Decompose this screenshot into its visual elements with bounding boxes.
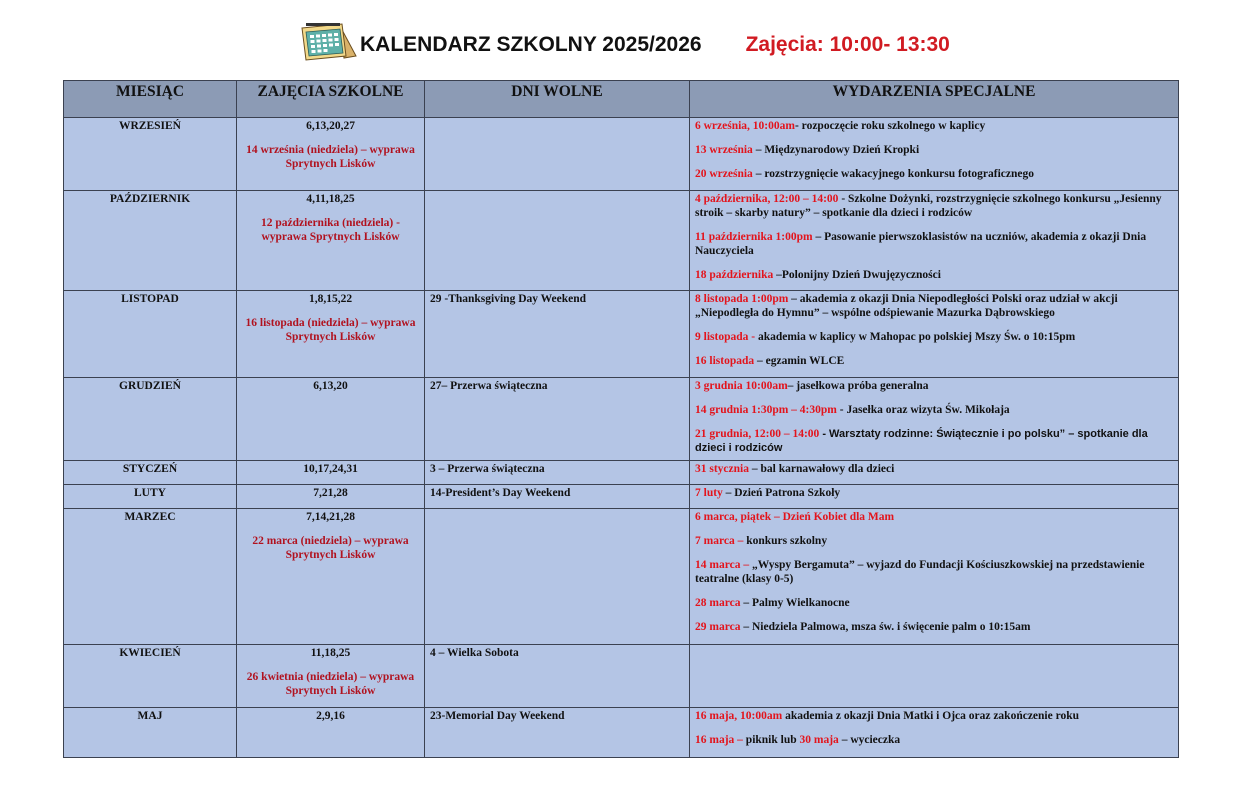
month-cell: STYCZEŃ (64, 461, 237, 485)
class-dates: 2,9,16 (316, 710, 345, 722)
table-row (64, 509, 1179, 645)
event-item (695, 192, 1173, 220)
event-date: 16 listopada (695, 355, 755, 367)
event-item (695, 143, 1173, 157)
event-date: 13 września (695, 144, 753, 156)
event-date: 4 października, 12:00 – 14:00 (695, 193, 839, 205)
event-date: 16 maja, 10:00am (695, 710, 783, 722)
document-title: KALENDARZ SZKOLNY 2025/2026 (360, 33, 702, 56)
event-description: – jasełkowa próba generalna (787, 380, 929, 392)
column-header-special-events: WYDARZENIA SPECJALNE (690, 81, 1179, 118)
days-off-cell: 3 – Przerwa świąteczna (425, 461, 690, 485)
event-description: – bal karnawałowy dla dzieci (748, 463, 895, 475)
event-date: 3 grudnia 10:00am (695, 380, 788, 392)
class-dates: 6,13,20,27 (306, 120, 355, 132)
class-days-cell (237, 461, 425, 485)
class-days-cell (237, 118, 425, 191)
event-item (695, 119, 1173, 133)
event-item (695, 330, 1173, 344)
table-row (64, 708, 1179, 758)
event-description: piknik lub (742, 734, 800, 746)
class-days-cell (237, 509, 425, 645)
column-header-month: MIESIĄC (64, 81, 237, 118)
table-row (64, 191, 1179, 291)
month-cell: KWIECIEŃ (64, 645, 237, 708)
event-date: 18 października (695, 269, 774, 281)
table-header-row (64, 81, 1179, 118)
event-item (695, 558, 1173, 586)
column-header-classes: ZAJĘCIA SZKOLNE (237, 81, 425, 118)
event-item (695, 510, 1173, 524)
event-item (695, 486, 1173, 500)
event-date: 31 stycznia (695, 463, 749, 475)
event-date: 20 września (695, 168, 753, 180)
table-row (64, 291, 1179, 378)
month-cell: LISTOPAD (64, 291, 237, 378)
class-dates: 1,8,15,22 (308, 293, 353, 305)
days-off-cell: 23-Memorial Day Weekend (425, 708, 690, 758)
event-item (695, 733, 1173, 747)
table-row (64, 461, 1179, 485)
event-date: 6 marca, piątek – Dzień Kobiet dla Mam (695, 511, 895, 523)
event-date: 14 marca – (695, 559, 750, 571)
class-days-cell (237, 291, 425, 378)
table-row (64, 485, 1179, 509)
event-description: – wycieczka (838, 734, 901, 746)
table-row (64, 118, 1179, 191)
special-events-cell (690, 708, 1179, 758)
event-date: 30 maja (799, 734, 839, 746)
event-item (695, 620, 1173, 634)
class-days-cell (237, 485, 425, 509)
event-date: 7 marca – (695, 535, 744, 547)
event-date: 16 maja – (695, 734, 743, 746)
trip-note: 14 września (niedziela) – wyprawa Sprytnych Lisków (246, 144, 415, 170)
special-events-cell (690, 485, 1179, 509)
class-dates: 6,13,20 (313, 380, 348, 392)
calendar-icon (296, 20, 358, 62)
special-events-cell (690, 461, 1179, 485)
event-description: – Dzień Patrona Szkoły (722, 487, 841, 499)
event-description: konkurs szkolny (743, 535, 828, 547)
event-description: - Warsztaty rodzinne: Świątecznie i po polsku” – spotkanie dla dzieci i rodziców (695, 428, 1148, 454)
days-off-cell (425, 118, 690, 191)
event-date: 11 października 1:00pm (695, 231, 813, 243)
month-cell: WRZESIEŃ (64, 118, 237, 191)
month-cell: LUTY (64, 485, 237, 509)
month-cell: GRUDZIEŃ (64, 378, 237, 461)
special-events-cell (690, 118, 1179, 191)
event-item (695, 292, 1173, 320)
trip-note: 26 kwietnia (niedziela) – wyprawa Sprytnych Lisków (246, 671, 415, 697)
document-header (296, 20, 950, 70)
event-description: – rozstrzygnięcie wakacyjnego konkursu fotograficznego (752, 168, 1034, 180)
event-item (695, 427, 1173, 455)
event-item (695, 534, 1173, 548)
days-off-cell: 27– Przerwa świąteczna (425, 378, 690, 461)
event-description: - Szkolne Dożynki, rozstrzygnięcie szkolnego konkursu „Jesienny stroik – skarby natury” – spotkanie dla dzieci i rodziców (695, 193, 1162, 219)
event-description: – Pasowanie pierwszoklasistów na uczniów, akademia z okazji Dnia Nauczyciela (695, 231, 1147, 257)
trip-note: 16 listopada (niedziela) – wyprawa Sprytnych Lisków (245, 317, 416, 343)
event-description: – Palmy Wielkanocne (740, 597, 850, 609)
month-cell: PAŹDZIERNIK (64, 191, 237, 291)
event-item (695, 379, 1173, 393)
event-item (695, 403, 1173, 417)
days-off-cell: 29 -Thanksgiving Day Weekend (425, 291, 690, 378)
column-header-days-off: DNI WOLNE (425, 81, 690, 118)
event-date: 21 grudnia, 12:00 – 14:00 (695, 428, 820, 440)
school-calendar-table (63, 80, 1179, 758)
event-description: akademia z okazji Dnia Matki i Ojca oraz zakończenie roku (782, 710, 1080, 722)
event-date: 6 września, 10:00am (695, 120, 795, 132)
class-dates: 4,11,18,25 (306, 193, 355, 205)
month-cell: MAJ (64, 708, 237, 758)
event-description: akademia w kaplicy w Mahopac po polskiej Mszy Św. o 10:15pm (757, 331, 1076, 343)
special-events-cell (690, 378, 1179, 461)
event-date: 29 marca (695, 621, 741, 633)
event-description: „Wyspy Bergamuta” – wyjazd do Fundacji Kościuszkowskiej na przedstawienie teatralne (klasy 0-5) (695, 559, 1145, 585)
table-row (64, 378, 1179, 461)
class-days-cell (237, 645, 425, 708)
event-item (695, 596, 1173, 610)
event-description: –Polonijny Dzień Dwujęzyczności (773, 269, 941, 281)
class-dates: 11,18,25 (310, 647, 351, 659)
month-cell: MARZEC (64, 509, 237, 645)
class-dates: 10,17,24,31 (303, 463, 358, 475)
event-description: – akademia z okazji Dnia Niepodległości Polski oraz udział w akcji „Niepodległa do Hymnu” – wspólne odśpiewanie Mazurka Dąbrowskiego (695, 293, 1118, 319)
event-item (695, 462, 1173, 476)
event-date: 9 listopada - (695, 331, 758, 343)
days-off-cell: 14-President’s Day Weekend (425, 485, 690, 509)
event-item (695, 709, 1173, 723)
table-row (64, 645, 1179, 708)
trip-note: 22 marca (niedziela) – wyprawa Sprytnych Lisków (252, 535, 409, 561)
event-date: 8 listopada 1:00pm (695, 293, 789, 305)
event-description: – Międzynarodowy Dzień Kropki (752, 144, 920, 156)
event-item (695, 167, 1173, 181)
event-item (695, 230, 1173, 258)
event-description: - Jasełka oraz wizyta Św. Mikołaja (836, 404, 1010, 416)
days-off-cell (425, 191, 690, 291)
event-item (695, 354, 1173, 368)
days-off-cell (425, 509, 690, 645)
special-events-cell (690, 645, 1179, 708)
event-description: – egzamin WLCE (754, 355, 845, 367)
event-description: – Niedziela Palmowa, msza św. i święcenie palm o 10:15am (740, 621, 1031, 633)
event-description: - rozpoczęcie roku szkolnego w kaplicy (794, 120, 986, 132)
class-hours: Zajęcia: 10:00- 13:30 (745, 33, 950, 56)
event-date: 7 luty (695, 487, 723, 499)
class-days-cell (237, 708, 425, 758)
event-date: 28 marca (695, 597, 741, 609)
event-date: 14 grudnia 1:30pm – 4:30pm (695, 404, 837, 416)
trip-note: 12 października (niedziela) - wyprawa Sprytnych Lisków (261, 217, 400, 243)
class-dates: 7,21,28 (313, 487, 348, 499)
class-days-cell (237, 378, 425, 461)
special-events-cell (690, 509, 1179, 645)
days-off-cell: 4 – Wielka Sobota (425, 645, 690, 708)
class-dates: 7,14,21,28 (306, 511, 355, 523)
special-events-cell (690, 291, 1179, 378)
class-days-cell (237, 191, 425, 291)
special-events-cell (690, 191, 1179, 291)
event-item (695, 268, 1173, 282)
